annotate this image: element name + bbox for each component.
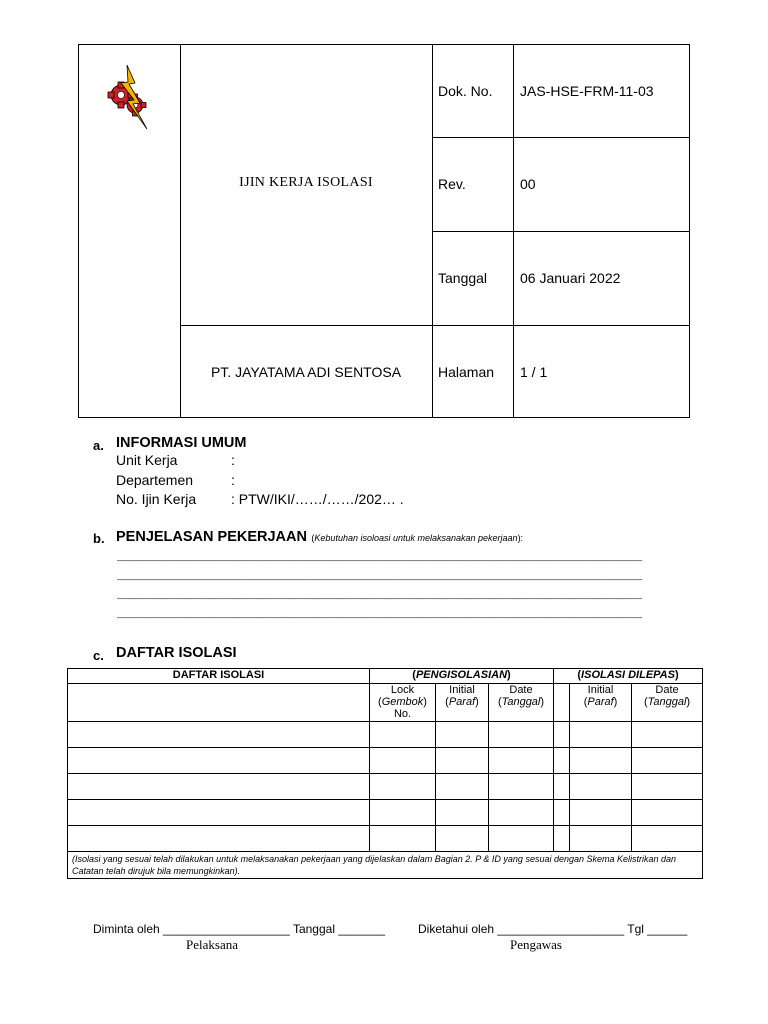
col-tanggal-open: ( [643,696,648,708]
header-divider [180,325,689,326]
col-paraf-label: Paraf [587,696,614,708]
description-line[interactable]: ______________________________________________________________________________________ [117,590,642,602]
col-initial [436,684,489,722]
entry-cell[interactable] [436,800,489,826]
entry-cell[interactable] [570,748,632,774]
table-row [68,748,703,774]
entry-cell[interactable] [489,722,554,748]
requester-role: Pelaksana [186,937,238,952]
entry-cell[interactable] [436,774,489,800]
entry-cell[interactable] [570,774,632,800]
col-lock-close: ) [423,696,427,708]
header-divider [180,45,181,417]
group-close: ) [507,669,511,681]
supervisor-role: Pengawas [510,937,562,952]
description-line[interactable]: ______________________________________________________________________________________ [117,609,642,621]
entry-cell[interactable] [436,722,489,748]
col-date [489,684,554,722]
entry-cell[interactable] [370,800,436,826]
group-isolasi-dilepas-label: ISOLASI DILEPAS [581,669,675,681]
table-subheader-row [68,684,703,722]
table-bottom-rule [67,878,702,879]
section-b-note: Kebutuhan isoloasi untuk melaksanakan pekerjaan [314,533,518,543]
table-row [68,722,703,748]
entry-cell[interactable] [68,826,370,852]
col-paraf-close: ) [475,696,479,708]
table-row [68,800,703,826]
isolation-table [67,668,703,879]
section-b-title: PENJELASAN PEKERJAAN [116,529,307,545]
doc-no-value: JAS-HSE-FRM-11-03 [520,83,654,99]
unit-kerja-label: Unit Kerja [116,452,178,468]
permit-no-label: No. Ijin Kerja [116,491,197,507]
requested-by-line[interactable]: Diminta oleh ___________________ Tanggal _______ [93,922,386,936]
entry-cell[interactable] [370,774,436,800]
entry-cell[interactable] [370,826,436,852]
entry-cell[interactable] [554,774,570,800]
acknowledged-by-line[interactable]: Diketahui oleh ___________________ Tgl ______ [418,922,688,936]
col-initial-sub [438,696,486,708]
entry-cell[interactable] [489,826,554,852]
entry-cell[interactable] [554,722,570,748]
entry-cell[interactable] [68,800,370,826]
col-initial-sub [572,696,629,708]
departemen-value: : [231,472,235,488]
entry-cell[interactable] [632,722,703,748]
entry-cell[interactable] [68,722,370,748]
rev-value: 00 [520,176,536,192]
section-b-note-open: ( [311,533,315,543]
section-c-title: DAFTAR ISOLASI [116,645,237,661]
section-b-heading [116,528,523,546]
company-logo-icon [107,63,151,131]
section-c-letter: c. [93,648,104,663]
entry-cell[interactable] [489,800,554,826]
date-label: Tanggal [438,270,488,286]
col-lock-line1: Lock [390,684,415,696]
entry-cell[interactable] [554,748,570,774]
company-name: PT. JAYATAMA ADI SENTOSA [210,364,402,380]
entry-cell[interactable] [68,774,370,800]
col-tanggal-open: ( [497,696,502,708]
col-date-label: Date [655,684,679,696]
col-paraf-open: ( [583,696,588,708]
col-initial-label: Initial [449,684,475,696]
group-isolasi-dilepas [554,669,703,684]
col-paraf-label: Paraf [448,696,476,708]
col-date-sub [491,696,551,708]
col-tanggal-close: ) [540,696,545,708]
col-date-label: Date [509,684,533,696]
col-lock-gembok: Gembok [381,696,424,708]
table-footnote: (Isolasi yang sesuai telah dilakukan untuk melaksanakan pekerjaan yang dijelaskan dalam Bagian 2. P & ID yang sesuai dengan Skema Kelistrikan dan Catatan telah dirujuk bila memungkinkan). [68,852,703,879]
document-header [78,44,690,418]
doc-no-label: Dok. No. [438,83,493,99]
rev-label: Rev. [438,176,466,192]
departemen-label: Departemen [116,472,194,488]
date-value: 06 Januari 2022 [520,270,621,286]
col-paraf-close: ) [613,696,618,708]
section-a-title: INFORMASI UMUM [116,435,247,451]
entry-cell[interactable] [436,826,489,852]
section-a-letter: a. [93,438,104,453]
entry-cell[interactable] [436,748,489,774]
entry-cell[interactable] [632,826,703,852]
group-open: ( [577,669,582,681]
table-row [68,826,703,852]
header-divider [432,137,689,138]
entry-cell[interactable] [632,800,703,826]
entry-cell[interactable] [370,722,436,748]
col-lock-line2 [372,696,433,708]
col-date-release [632,684,703,722]
col-daftar-isolasi: DAFTAR ISOLASI [68,669,370,684]
col-initial-label: Initial [587,684,614,696]
col-lock [370,684,436,722]
col-lock-line3: No. [393,708,412,720]
entry-cell[interactable] [370,748,436,774]
group-open: ( [412,669,416,681]
entry-cell[interactable] [489,774,554,800]
unit-kerja-value: : [231,452,235,468]
col-initial-release [570,684,632,722]
col-lock-open: ( [378,696,382,708]
entry-cell[interactable] [554,800,570,826]
entry-cell[interactable] [554,826,570,852]
section-b-letter: b. [93,531,105,546]
group-close: ) [674,669,679,681]
col-date-sub [634,696,700,708]
entry-cell[interactable] [632,748,703,774]
group-pengisolasian [370,669,554,684]
permit-no-value: : PTW/IKI/……/……/202… . [231,491,404,507]
section-b-note-close: ): [517,533,524,543]
entry-cell[interactable] [489,748,554,774]
description-line[interactable]: ______________________________________________________________________________________ [117,571,642,583]
table-footnote-row [68,852,703,879]
entry-cell[interactable] [570,800,632,826]
col-paraf-open: ( [445,696,449,708]
col-tanggal-label: Tanggal [501,696,541,708]
entry-cell[interactable] [570,826,632,852]
col-tanggal-close: ) [686,696,691,708]
blank-cell [68,684,370,722]
entry-cell[interactable] [570,722,632,748]
blank-cell [554,684,570,722]
form-title: IJIN KERJA ISOLASI [239,175,373,190]
entry-cell[interactable] [632,774,703,800]
group-pengisolasian-label: PENGISOLASIAN [415,669,508,681]
table-header-row [68,669,703,684]
page-label: Halaman [438,364,495,380]
entry-cell[interactable] [68,748,370,774]
header-divider [432,231,689,232]
table-row [68,774,703,800]
col-tanggal-label: Tanggal [647,696,687,708]
page-value: 1 / 1 [520,364,548,380]
description-line[interactable]: ______________________________________________________________________________________ [117,552,642,564]
